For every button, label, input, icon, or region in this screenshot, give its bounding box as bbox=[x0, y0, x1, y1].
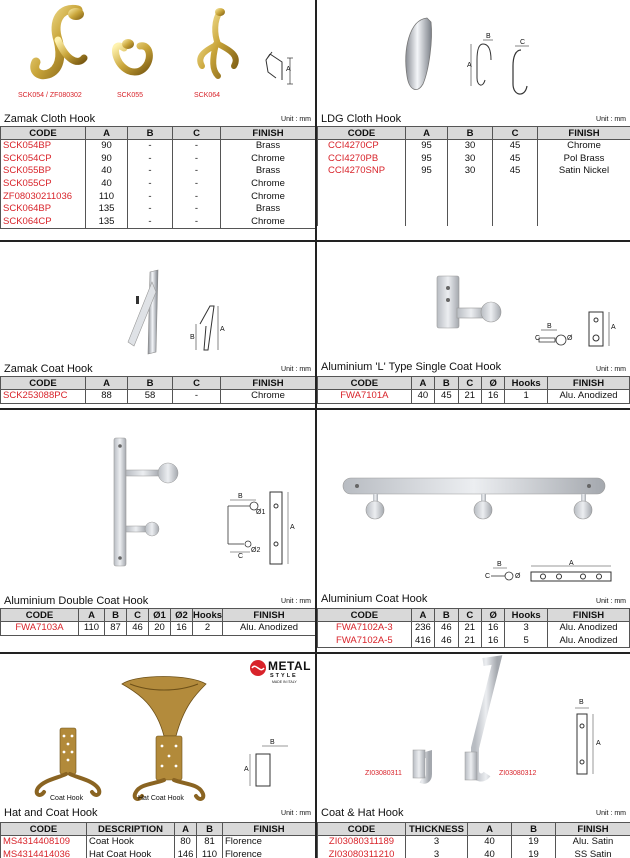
table-header-row bbox=[1, 377, 316, 390]
image-label-zi03080311: ZI03080311 bbox=[365, 770, 402, 777]
header-cell: CODE bbox=[318, 823, 406, 836]
dimension-diameter-label: Ø bbox=[515, 573, 521, 580]
cell: 95 bbox=[406, 165, 448, 178]
cell: 16 bbox=[171, 622, 193, 636]
cell: 19 bbox=[512, 849, 556, 858]
cell: Satin Nickel bbox=[538, 165, 630, 178]
cell: - bbox=[128, 165, 173, 178]
cell: Alu. Anodized bbox=[223, 622, 316, 636]
table-row bbox=[318, 635, 630, 648]
cell: 40 bbox=[86, 178, 128, 191]
header-cell: A bbox=[411, 609, 434, 622]
image-label-zi03080312: ZI03080312 bbox=[499, 770, 537, 777]
section-title: LDG Cloth Hook bbox=[321, 113, 402, 125]
header-cell: Hooks bbox=[505, 609, 548, 622]
header-cell: A bbox=[411, 377, 434, 390]
section-zamak-cloth-hook bbox=[0, 0, 315, 240]
cell: Brass bbox=[221, 203, 316, 216]
cell: 45 bbox=[493, 165, 538, 178]
section-title: Aluminium Coat Hook bbox=[321, 593, 428, 605]
section-zamak-coat-hook bbox=[0, 242, 315, 408]
coat-hat-hook-illustration bbox=[317, 654, 630, 804]
metal-style-logo-sub: STYLE bbox=[270, 673, 298, 679]
table-header-row bbox=[1, 823, 316, 836]
cell: 16 bbox=[481, 635, 504, 648]
header-cell: Hooks bbox=[193, 609, 223, 621]
cell: 19 bbox=[512, 836, 556, 849]
cell: 46 bbox=[127, 622, 149, 636]
dimension-a-label: A bbox=[569, 560, 574, 567]
header-cell: Ø2 bbox=[171, 609, 193, 622]
section-title: Aluminium Double Coat Hook bbox=[4, 595, 149, 607]
dimension-b-label: B bbox=[486, 33, 491, 40]
cell: SS Satin bbox=[556, 849, 630, 858]
cell: - bbox=[128, 216, 173, 229]
empty-cell bbox=[493, 178, 538, 226]
header-cell: A bbox=[175, 823, 197, 836]
dimension-a-label: A bbox=[611, 324, 616, 331]
header-cell: CODE bbox=[1, 823, 87, 836]
cell: 3 bbox=[406, 849, 468, 858]
unit-label: Unit : mm bbox=[596, 366, 626, 373]
header-cell: A bbox=[79, 609, 105, 622]
table-row bbox=[318, 165, 630, 178]
section-hat-and-coat-hook bbox=[0, 654, 315, 858]
unit-label: Unit : mm bbox=[281, 598, 311, 605]
dimension-c-label: C bbox=[485, 573, 491, 580]
empty-cell bbox=[448, 178, 493, 226]
spec-table bbox=[0, 608, 315, 636]
spec-table bbox=[317, 822, 630, 858]
cell: 16 bbox=[481, 390, 504, 404]
metal-style-logo-text: METAL bbox=[268, 659, 311, 673]
cell: 21 bbox=[458, 635, 481, 648]
cell: 90 bbox=[86, 153, 128, 166]
product-code: SCK253088PC bbox=[1, 390, 86, 404]
cell: Brass bbox=[221, 140, 316, 153]
table-row bbox=[1, 140, 316, 153]
cell: - bbox=[173, 178, 221, 191]
product-code: SCK064CP bbox=[1, 216, 86, 229]
dimension-a-label: A bbox=[467, 62, 472, 69]
dimension-b-label: B bbox=[547, 323, 552, 330]
cell: 110 bbox=[79, 622, 105, 636]
dimension-diameter-label: Ø bbox=[567, 335, 573, 342]
dimension-a-label: A bbox=[244, 766, 249, 773]
header-cell: FINISH bbox=[223, 609, 316, 622]
header-cell: FINISH bbox=[547, 609, 629, 622]
section-title: Hat and Coat Hook bbox=[4, 807, 98, 819]
cell: Chrome bbox=[221, 216, 316, 229]
table-header-row bbox=[318, 609, 630, 622]
table-row bbox=[1, 178, 316, 191]
dimension-b-label: B bbox=[190, 334, 195, 341]
cell: - bbox=[128, 178, 173, 191]
table-row bbox=[318, 178, 630, 226]
header-cell: DESCRIPTION bbox=[87, 823, 175, 836]
spec-table bbox=[317, 608, 630, 648]
cell: 95 bbox=[406, 140, 448, 153]
header-cell: Ø bbox=[481, 377, 504, 390]
cell: Coat Hook bbox=[87, 836, 175, 849]
table-row bbox=[1, 216, 316, 229]
unit-label: Unit : mm bbox=[281, 116, 311, 123]
product-code: MS4314408109 bbox=[1, 836, 87, 849]
cell: 2 bbox=[193, 622, 223, 636]
cell: Chrome bbox=[221, 153, 316, 166]
hat-coat-hook-illustration bbox=[0, 654, 315, 804]
header-cell: CODE bbox=[1, 609, 79, 622]
cell: 21 bbox=[458, 622, 481, 635]
dimension-b-label: B bbox=[238, 493, 243, 500]
cell: 81 bbox=[197, 836, 223, 849]
cell: - bbox=[173, 216, 221, 229]
unit-label: Unit : mm bbox=[596, 116, 626, 123]
unit-label: Unit : mm bbox=[596, 598, 626, 605]
section-aluminium-coat-hook bbox=[317, 410, 630, 652]
product-code: SCK055CP bbox=[1, 178, 86, 191]
dimension-a-label: A bbox=[220, 326, 225, 333]
image-label-hat-coat-hook: Hat Coat Hook bbox=[138, 795, 184, 802]
section-title: Zamak Cloth Hook bbox=[4, 113, 96, 125]
product-code: FWA7101A bbox=[318, 390, 412, 404]
cell: 30 bbox=[448, 140, 493, 153]
cell: 45 bbox=[493, 140, 538, 153]
header-cell: FINISH bbox=[538, 127, 630, 140]
header-cell: THICKNESS bbox=[406, 823, 468, 836]
cell: 88 bbox=[86, 390, 128, 404]
header-cell: C bbox=[458, 377, 481, 390]
dimension-b-label: B bbox=[270, 739, 275, 746]
image-label-sck055: SCK055 bbox=[117, 92, 144, 99]
header-cell: C bbox=[493, 127, 538, 140]
header-cell: Ø1 bbox=[149, 609, 171, 622]
product-code: MS4314414036 bbox=[1, 849, 87, 858]
header-cell: FINISH bbox=[547, 377, 629, 390]
unit-label: Unit : mm bbox=[281, 366, 311, 373]
cell: 3 bbox=[505, 622, 548, 635]
product-code: FWA7102A-5 bbox=[318, 635, 412, 648]
cell: 146 bbox=[175, 849, 197, 858]
cell: 40 bbox=[411, 390, 434, 404]
table-header-row bbox=[318, 127, 630, 140]
cell: 135 bbox=[86, 216, 128, 229]
section-coat-and-hat-hook bbox=[317, 654, 630, 858]
spec-table bbox=[0, 822, 315, 858]
product-code: SCK064BP bbox=[1, 203, 86, 216]
cell: 90 bbox=[86, 140, 128, 153]
product-code: CCI4270SNP bbox=[318, 165, 406, 178]
double-coat-hook-illustration bbox=[0, 410, 315, 592]
header-cell: A bbox=[86, 377, 128, 390]
product-code: FWA7103A bbox=[1, 622, 79, 636]
spec-table bbox=[317, 376, 630, 404]
table-header-row bbox=[1, 609, 316, 622]
product-image-area bbox=[0, 0, 315, 110]
unit-label: Unit : mm bbox=[281, 810, 311, 817]
header-cell: CODE bbox=[1, 127, 86, 140]
cell: Alu. Satin bbox=[556, 836, 630, 849]
cell: 40 bbox=[86, 165, 128, 178]
table-header-row bbox=[318, 823, 630, 836]
cell: 3 bbox=[406, 836, 468, 849]
product-image-area bbox=[317, 0, 630, 110]
cell: - bbox=[128, 140, 173, 153]
section-title: Aluminium 'L' Type Single Coat Hook bbox=[321, 361, 502, 373]
cell: - bbox=[173, 203, 221, 216]
spec-table bbox=[0, 376, 315, 404]
table-header-row bbox=[318, 377, 630, 390]
cell: 30 bbox=[448, 153, 493, 166]
section-title: Coat & Hat Hook bbox=[321, 807, 404, 819]
cell: 21 bbox=[458, 390, 481, 404]
header-cell: A bbox=[468, 823, 512, 836]
cell: Alu. Anodized bbox=[547, 622, 629, 635]
header-cell: C bbox=[127, 609, 149, 622]
cell: 110 bbox=[86, 190, 128, 203]
table-row bbox=[318, 140, 630, 153]
section-ldg-cloth-hook bbox=[317, 0, 630, 240]
cell: 58 bbox=[128, 390, 173, 404]
unit-label: Unit : mm bbox=[596, 810, 626, 817]
cell: 46 bbox=[435, 622, 458, 635]
dimension-a-label: A bbox=[290, 524, 295, 531]
product-code: ZI03080311210 bbox=[318, 849, 406, 858]
spec-table bbox=[0, 126, 315, 229]
cell: - bbox=[128, 190, 173, 203]
product-code: ZI03080311189 bbox=[318, 836, 406, 849]
header-cell: CODE bbox=[318, 609, 412, 622]
cell: - bbox=[128, 203, 173, 216]
image-label-sck054: SCK054 / ZF080302 bbox=[18, 92, 82, 99]
table-row bbox=[318, 849, 630, 858]
header-cell: C bbox=[173, 127, 221, 140]
cell: - bbox=[173, 153, 221, 166]
cell: 5 bbox=[505, 635, 548, 648]
aluminium-coat-hook-illustration bbox=[317, 410, 630, 592]
cell: 95 bbox=[406, 153, 448, 166]
product-code: FWA7102A-3 bbox=[318, 622, 412, 635]
table-row bbox=[1, 153, 316, 166]
cell: Chrome bbox=[538, 140, 630, 153]
l-type-hook-illustration bbox=[317, 242, 630, 362]
cell: Alu. Anodized bbox=[547, 635, 629, 648]
empty-cell bbox=[538, 178, 630, 226]
header-cell: B bbox=[128, 377, 173, 390]
cell: 135 bbox=[86, 203, 128, 216]
section-title: Zamak Coat Hook bbox=[4, 363, 93, 375]
table-row bbox=[1, 203, 316, 216]
header-cell: B bbox=[512, 823, 556, 836]
image-label-coat-hook: Coat Hook bbox=[50, 795, 84, 802]
header-cell: CODE bbox=[318, 377, 412, 390]
cell: 16 bbox=[481, 622, 504, 635]
spec-table bbox=[317, 126, 630, 226]
cell: - bbox=[173, 390, 221, 404]
header-cell: B bbox=[128, 127, 173, 140]
cell: 416 bbox=[411, 635, 434, 648]
table-row bbox=[1, 836, 316, 849]
header-cell: B bbox=[435, 377, 458, 390]
header-cell: Ø bbox=[481, 609, 504, 622]
cell: 87 bbox=[105, 622, 127, 636]
dimension-a-label: A bbox=[596, 740, 601, 747]
empty-cell bbox=[406, 178, 448, 226]
cell: 40 bbox=[468, 836, 512, 849]
table-row bbox=[318, 836, 630, 849]
cell: Florence bbox=[223, 836, 316, 849]
product-code: SCK055BP bbox=[1, 165, 86, 178]
cell: Hat Coat Hook bbox=[87, 849, 175, 858]
cell: 1 bbox=[505, 390, 548, 404]
cell: 110 bbox=[197, 849, 223, 858]
dimension-d1-label: Ø1 bbox=[256, 509, 266, 516]
cell: - bbox=[128, 153, 173, 166]
table-row bbox=[318, 622, 630, 635]
product-code: SCK054BP bbox=[1, 140, 86, 153]
ldg-cloth-hook-illustration bbox=[317, 0, 630, 110]
dimension-c-label: C bbox=[238, 553, 244, 560]
table-row bbox=[1, 622, 316, 636]
header-cell: B bbox=[435, 609, 458, 622]
table-row bbox=[1, 849, 316, 858]
cell: 40 bbox=[468, 849, 512, 858]
cell: Alu. Anodized bbox=[547, 390, 629, 404]
header-cell: B bbox=[105, 609, 127, 622]
cell: - bbox=[173, 190, 221, 203]
cell: - bbox=[173, 165, 221, 178]
dimension-b-label: B bbox=[579, 699, 584, 706]
table-row bbox=[1, 190, 316, 203]
product-code: ZF08030211036 bbox=[1, 190, 86, 203]
cell: Chrome bbox=[221, 178, 316, 191]
zamak-coat-hook-illustration bbox=[0, 242, 315, 362]
table-row bbox=[318, 153, 630, 166]
header-cell: C bbox=[458, 609, 481, 622]
cell: Brass bbox=[221, 165, 316, 178]
cell: Florence bbox=[223, 849, 316, 858]
dimension-b-label: B bbox=[497, 561, 502, 568]
header-cell: B bbox=[448, 127, 493, 140]
product-code: CCI4270CP bbox=[318, 140, 406, 153]
cell: 46 bbox=[435, 635, 458, 648]
header-cell: B bbox=[197, 823, 223, 836]
header-cell: Hooks bbox=[505, 377, 548, 390]
dimension-a-label: A bbox=[286, 66, 291, 73]
table-row bbox=[318, 390, 630, 404]
header-cell: FINISH bbox=[221, 377, 316, 390]
image-label-sck064: SCK064 bbox=[194, 92, 221, 99]
header-cell: CODE bbox=[1, 377, 86, 390]
header-cell: CODE bbox=[318, 127, 406, 140]
product-code: CCI4270PB bbox=[318, 153, 406, 166]
header-cell: A bbox=[86, 127, 128, 140]
table-row bbox=[1, 165, 316, 178]
cell: 45 bbox=[493, 153, 538, 166]
section-aluminium-double-coat-hook bbox=[0, 410, 315, 652]
header-cell: FINISH bbox=[221, 127, 316, 140]
cell: 80 bbox=[175, 836, 197, 849]
dimension-c-label: C bbox=[520, 39, 526, 46]
header-cell: C bbox=[173, 377, 221, 390]
dimension-d2-label: Ø2 bbox=[251, 547, 261, 554]
cell: - bbox=[173, 140, 221, 153]
cell: Chrome bbox=[221, 190, 316, 203]
header-cell: A bbox=[406, 127, 448, 140]
table-header-row bbox=[1, 127, 316, 140]
cell: 30 bbox=[448, 165, 493, 178]
cell: 20 bbox=[149, 622, 171, 636]
product-code: SCK054CP bbox=[1, 153, 86, 166]
header-cell: FINISH bbox=[556, 823, 630, 836]
table-row bbox=[1, 390, 316, 404]
cell: Pol Brass bbox=[538, 153, 630, 166]
cell: 236 bbox=[411, 622, 434, 635]
dimension-c-label: C bbox=[535, 335, 541, 342]
section-aluminium-l-type-hook bbox=[317, 242, 630, 408]
cell: Chrome bbox=[221, 390, 316, 404]
metal-style-logo-tag: MADE IN ITALY bbox=[272, 680, 297, 684]
cell: 45 bbox=[435, 390, 458, 404]
empty-cell bbox=[318, 178, 406, 226]
header-cell: FINISH bbox=[223, 823, 316, 836]
